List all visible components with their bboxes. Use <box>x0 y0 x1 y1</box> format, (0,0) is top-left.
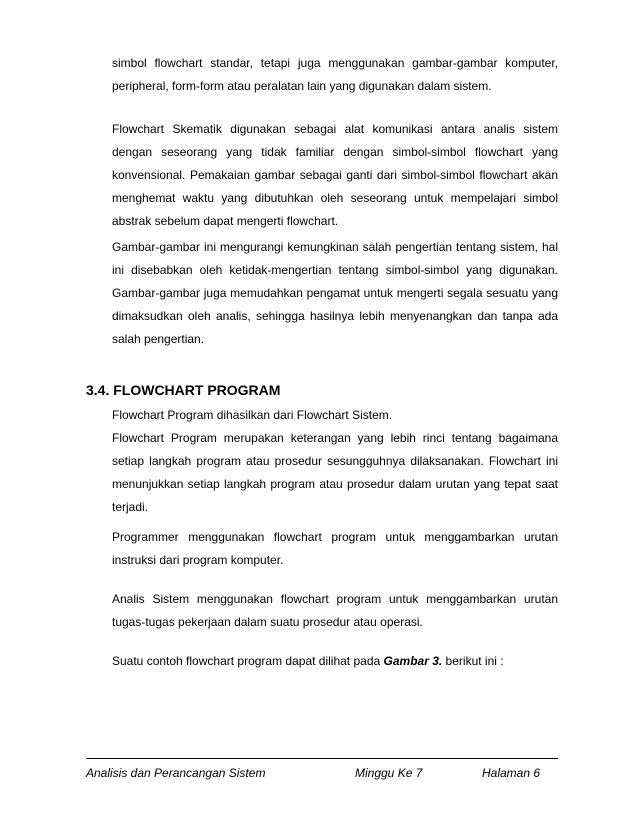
footer-course-title: Analisis dan Perancangan Sistem <box>86 766 266 780</box>
reference-lead-text: Suatu contoh flowchart program dapat dilihat pada <box>112 654 384 668</box>
footer-week: Minggu Ke 7 <box>355 766 423 780</box>
reference-tail-text: berikut ini : <box>442 654 504 668</box>
paragraph-programmer <box>112 526 558 572</box>
section-heading: 3.4. FLOWCHART PROGRAM <box>86 382 281 398</box>
paragraph-text: simbol flowchart standar, tetapi juga menggunakan gambar-gambar komputer, peripheral, form-form atau peralatan lain yang digunakan dalam sistem. <box>112 56 558 93</box>
paragraph-system-analyst <box>112 588 558 634</box>
paragraph-text: Programmer menggunakan flowchart program untuk menggambarkan urutan instruksi dari program komputer. <box>112 530 558 567</box>
paragraph-text: Flowchart Program merupakan keterangan yang lebih rinci tentang bagaimana setiap langkah program atau prosedur sesungguhnya dilaksanakan. Flowchart ini menunjukkan setiap langkah program atau prosedur dalam urutan yang tepat saat terjadi. <box>112 431 558 514</box>
paragraph-program-flowchart <box>112 404 558 519</box>
paragraph-text: Flowchart Skematik digunakan sebagai alat komunikasi antara analis sistem dengan seseorang yang tidak familiar dengan simbol-simbol flowchart yang konvensional. Pemakaian gambar sebagai ganti dari simbol-simbol flowchart akan menghemat waktu yang dibutuhkan oleh seseorang untuk mempelajari simbol abstrak sebelum dapat mengerti flowchart. <box>112 122 558 228</box>
figure-reference: Gambar 3. <box>383 654 443 668</box>
paragraph-text <box>112 650 558 673</box>
footer-divider <box>86 758 558 759</box>
paragraph-text-intro: Flowchart Program dihasilkan dari Flowchart Sistem. <box>112 408 393 422</box>
paragraph-schematic-continued <box>112 52 558 98</box>
paragraph-text: Gambar-gambar ini mengurangi kemungkinan salah pengertian tentang sistem, hal ini disebabkan oleh ketidak-mengertian tentang simbol-simbol yang digunakan. Gambar-gambar juga memudahkan pengamat untuk mengerti segala sesuatu yang dimaksudkan oleh analis, sehingga hasilnya lebih menyenangkan dan tanpa ada salah pengertian. <box>112 240 558 346</box>
paragraph-schematic-flowchart <box>112 118 558 233</box>
paragraph-example-reference <box>112 650 558 673</box>
paragraph-pictures-benefit <box>112 236 558 351</box>
footer-page-number: Halaman 6 <box>482 766 541 780</box>
paragraph-text: Analis Sistem menggunakan flowchart program untuk menggambarkan urutan tugas-tugas pekerjaan dalam suatu prosedur atau operasi. <box>112 592 558 629</box>
